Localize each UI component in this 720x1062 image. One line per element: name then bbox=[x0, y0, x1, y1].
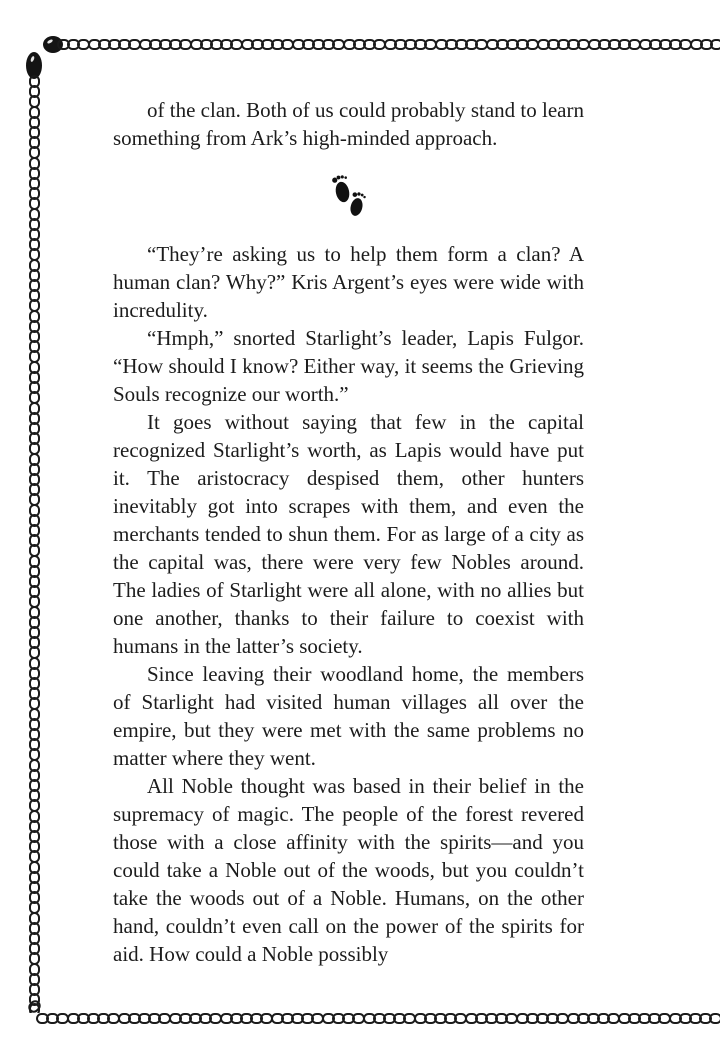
footprints-icon bbox=[327, 172, 371, 224]
scene-break bbox=[327, 172, 371, 220]
paragraph: Since leaving their woodland home, the members of Starlight had visited human villages all over the empire, but they were met with the same problems no matter where they went. bbox=[113, 662, 584, 770]
paragraph: “They’re asking us to help them form a clan? A human clan? Why?” Kris Argent’s eyes were wide with incredulity. bbox=[113, 242, 584, 322]
chain-border-bottom bbox=[36, 1012, 720, 1025]
chain-link-icon bbox=[709, 1013, 720, 1024]
paragraph: It goes without saying that few in the capital recognized Starlight’s worth, as Lapis would have put it. The aristocracy despised them, other hunters inevitably got into scrapes with them, and even the merchants tended to shun them. For as large of a city as the capital was, there were very few Nobles around. The ladies of Starlight were all alone, with no allies but one another, thanks to their failure to coexist with humans in the latter’s society. bbox=[113, 410, 584, 658]
paragraph: All Noble thought was based in their belief in the supremacy of magic. The people of the forest revered those with a close affinity with the spirits—and you could take a Noble out of the woods, but you couldn’t take the woods out of a Noble. Humans, on the other hand, couldn’t even call on the power of the spirits for aid. How could a Noble possibly bbox=[113, 774, 584, 966]
chain-link-icon bbox=[710, 39, 720, 50]
chain-border-left bbox=[28, 75, 41, 1013]
page-text bbox=[113, 96, 584, 968]
paragraph: of the clan. Both of us could probably stand to learn something from Ark’s high-minded approach. bbox=[113, 98, 584, 150]
chain-border-top bbox=[57, 38, 720, 51]
paragraph: “Hmph,” snorted Starlight’s leader, Lapis Fulgor. “How should I know? Either way, it seems the Grieving Souls recognize our worth.” bbox=[113, 326, 584, 406]
